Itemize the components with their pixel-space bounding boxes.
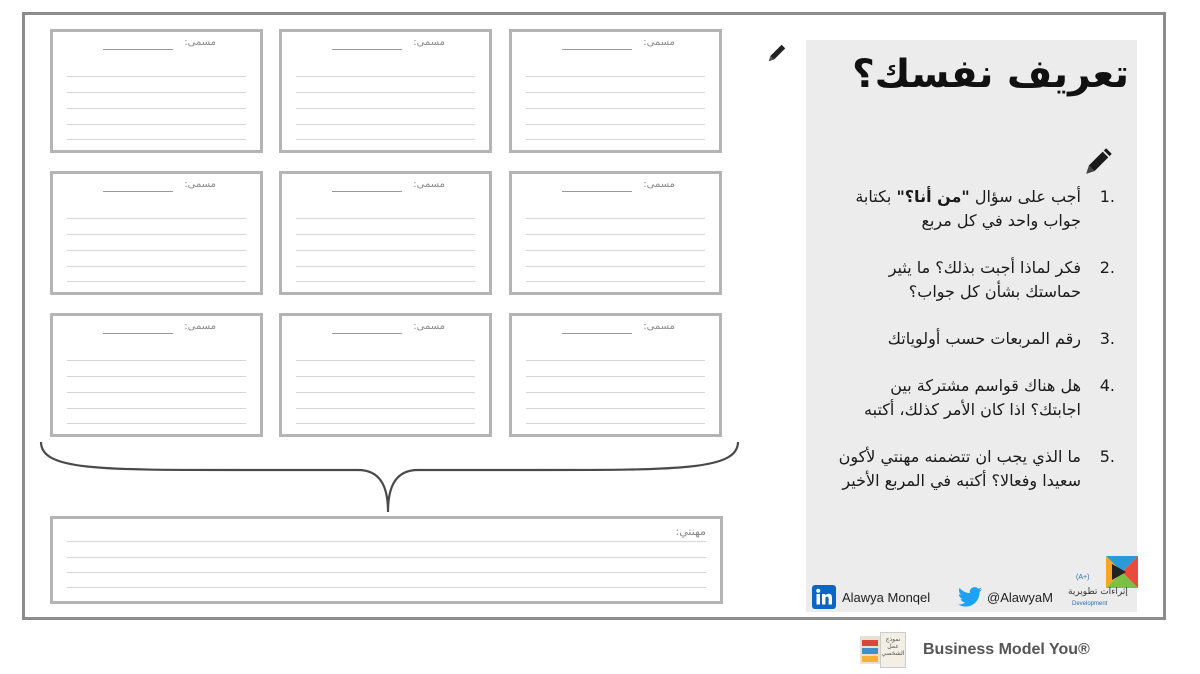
writing-line [526, 92, 705, 93]
name-card[interactable] [509, 313, 722, 437]
writing-line [67, 266, 246, 267]
writing-line [67, 250, 246, 251]
writing-line [526, 266, 705, 267]
name-card[interactable] [279, 29, 492, 153]
logo-mark [1106, 556, 1138, 588]
writing-line [67, 408, 246, 409]
writing-line [296, 234, 475, 235]
writing-line [67, 423, 246, 424]
writing-line [526, 376, 705, 377]
writing-line [526, 250, 705, 251]
company-logo [1068, 556, 1140, 612]
writing-line [526, 108, 705, 109]
pencil-icon [1082, 144, 1116, 178]
name-card[interactable] [50, 29, 263, 153]
writing-line [67, 234, 246, 235]
writing-line [296, 92, 475, 93]
card-label: مسمى: [643, 179, 675, 190]
writing-line [67, 124, 246, 125]
logo-badge: (A+) [1076, 574, 1090, 581]
card-label: مسمى: [184, 37, 216, 48]
writing-line [67, 360, 246, 361]
writing-line [296, 218, 475, 219]
logo-arabic: إثراءات تطويرية [1068, 587, 1128, 597]
card-label: مسمى: [643, 321, 675, 332]
writing-line [526, 423, 705, 424]
card-label-underline [103, 191, 173, 192]
writing-line [296, 124, 475, 125]
card-label: مسمى: [413, 37, 445, 48]
career-box[interactable] [50, 516, 723, 604]
book-cover-text: نموذج عمل الشخصي [881, 636, 905, 657]
card-label: مسمى: [184, 179, 216, 190]
card-label-underline [562, 333, 632, 334]
steps-list [815, 185, 1115, 493]
writing-line [296, 76, 475, 77]
writing-line [526, 76, 705, 77]
name-card[interactable] [50, 171, 263, 295]
card-label-underline [562, 191, 632, 192]
writing-line [67, 139, 246, 140]
card-label-underline [103, 333, 173, 334]
writing-line [296, 108, 475, 109]
writing-line [67, 218, 246, 219]
curly-brace [38, 438, 742, 514]
career-label: مهنتي: [675, 525, 706, 538]
writing-line [67, 108, 246, 109]
writing-line [526, 234, 705, 235]
card-label: مسمى: [184, 321, 216, 332]
writing-line [296, 360, 475, 361]
step-item: 1. أجب على سؤال "من أنا؟" بكتابة جواب واحد في كل مربع [855, 187, 1115, 230]
writing-line [296, 250, 475, 251]
writing-line [67, 76, 246, 77]
twitter-handle[interactable]: @AlawyaM [987, 590, 1053, 605]
writing-line [526, 139, 705, 140]
linkedin-icon[interactable] [812, 585, 836, 609]
writing-line [296, 423, 475, 424]
writing-line [296, 376, 475, 377]
card-label: مسمى: [413, 321, 445, 332]
writing-line [296, 408, 475, 409]
step-item: 4. هل هناك قواسم مشتركة بين اجابتك؟ اذا كان الأمر كذلك، أكتبه [864, 376, 1115, 419]
panel-title: تعريف نفسك؟ [852, 52, 1129, 97]
twitter-icon[interactable] [958, 586, 982, 608]
pencil-icon [766, 42, 788, 64]
writing-line [526, 124, 705, 125]
card-label-underline [332, 49, 402, 50]
writing-line [296, 392, 475, 393]
logo-sub: Development [1072, 601, 1108, 607]
writing-line [296, 281, 475, 282]
step-item: 2. فكر لماذا أجبت بذلك؟ ما يثير حماستك بشأن كل جواب؟ [888, 258, 1115, 301]
writing-line [526, 218, 705, 219]
step-item: 5. ما الذي يجب ان تتضمنه مهنتي لأكون سعيدا وفعالا؟ أكتبه في المربع الأخير [838, 447, 1115, 490]
book-cover-icon [860, 632, 906, 668]
card-label: مسمى: [643, 37, 675, 48]
writing-line [67, 376, 246, 377]
writing-line [526, 392, 705, 393]
writing-line [67, 392, 246, 393]
linkedin-name[interactable]: Alawya Monqel [842, 590, 931, 605]
writing-line [296, 139, 475, 140]
name-card[interactable] [279, 313, 492, 437]
name-card[interactable] [50, 313, 263, 437]
name-card[interactable] [509, 171, 722, 295]
card-label-underline [103, 49, 173, 50]
name-card[interactable] [509, 29, 722, 153]
writing-line [526, 281, 705, 282]
instructions-panel [806, 40, 1137, 612]
brand-name: Business Model You® [923, 641, 1090, 658]
writing-line [526, 360, 705, 361]
name-card[interactable] [279, 171, 492, 295]
card-label-underline [562, 49, 632, 50]
writing-line [296, 266, 475, 267]
writing-line [526, 408, 705, 409]
card-label-underline [332, 191, 402, 192]
writing-line [67, 92, 246, 93]
step-item: 3. رقم المربعات حسب أولوياتك [887, 329, 1115, 348]
writing-line [67, 281, 246, 282]
card-label-underline [332, 333, 402, 334]
card-label: مسمى: [413, 179, 445, 190]
